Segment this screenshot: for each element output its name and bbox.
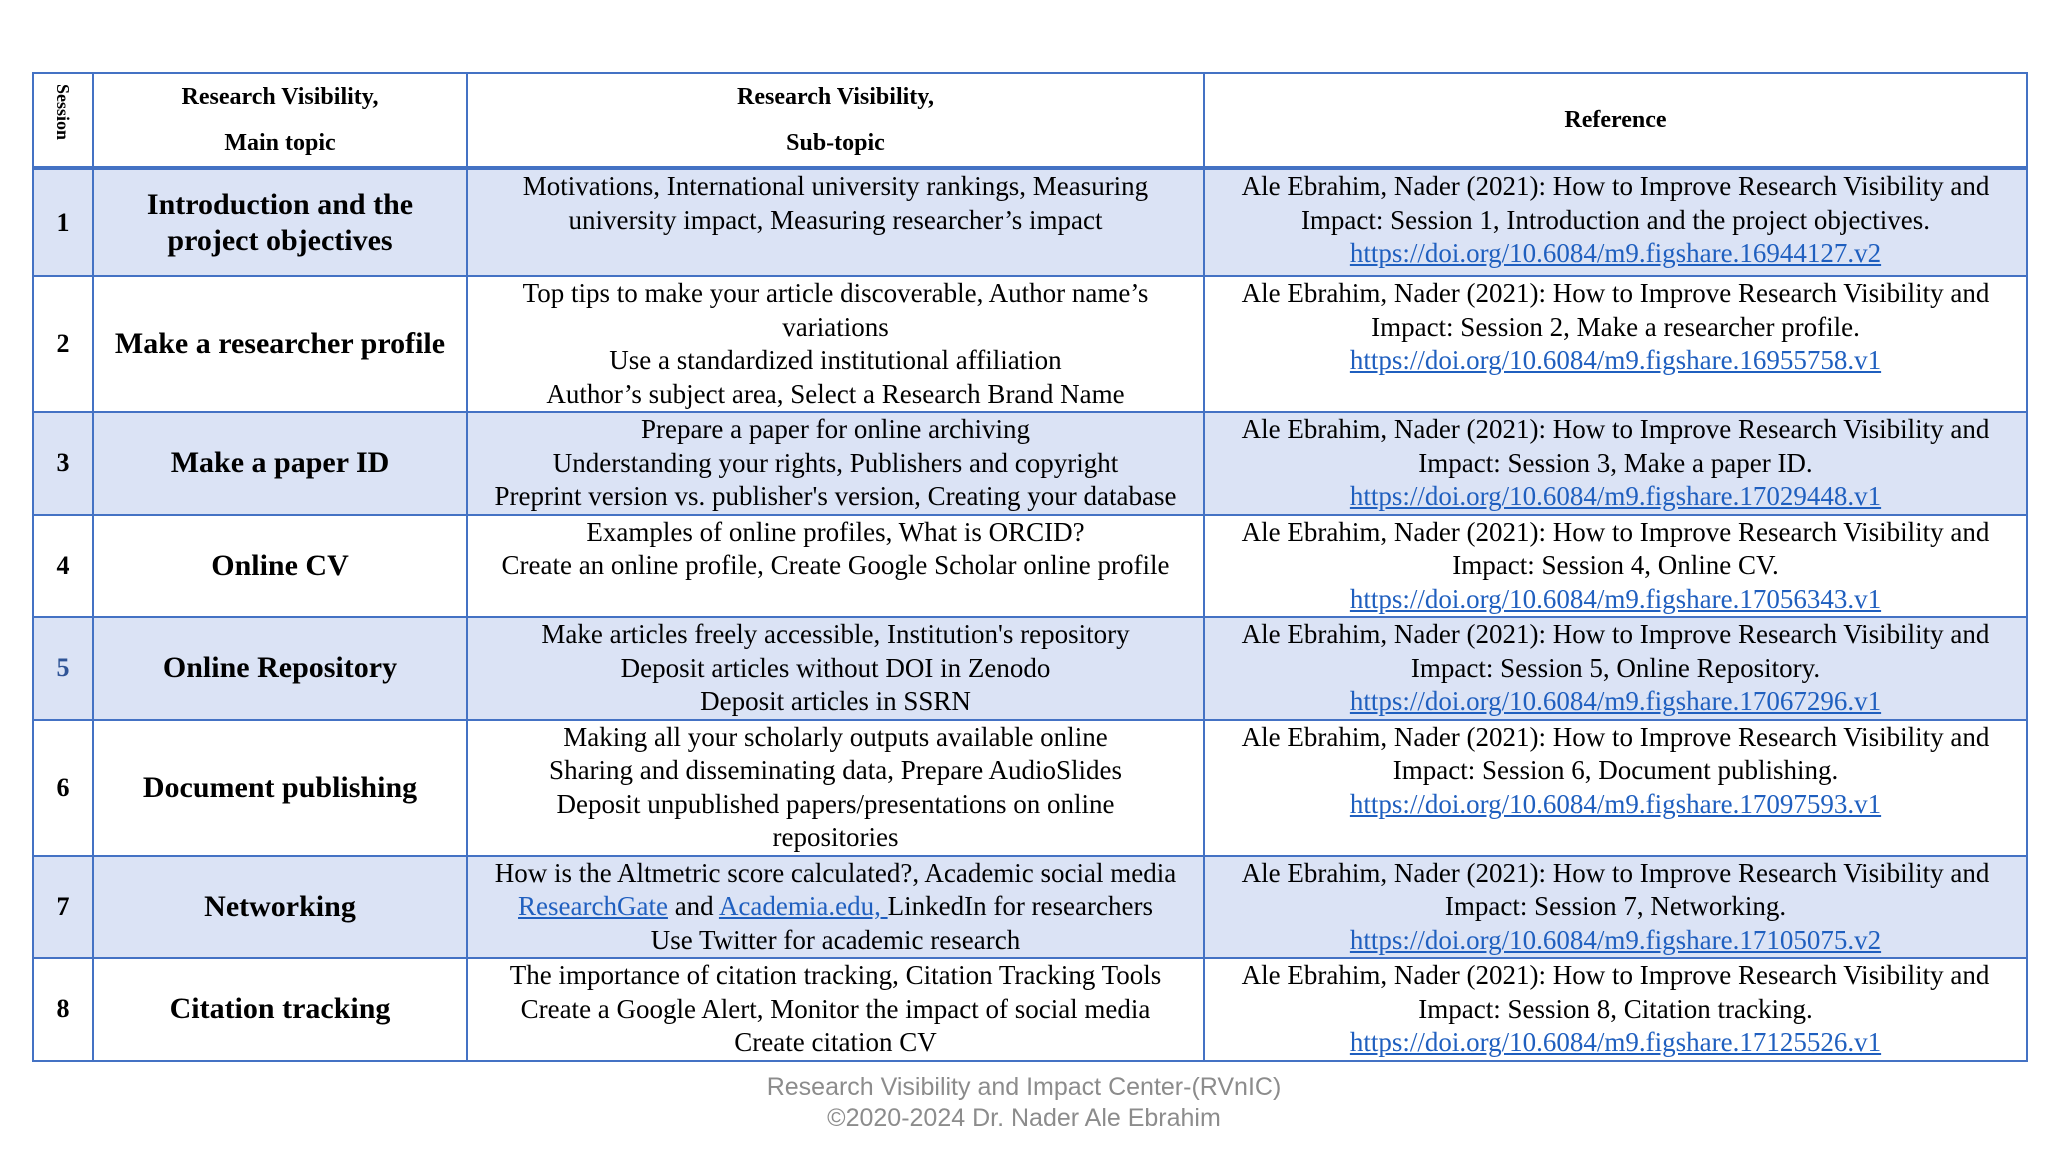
sub-topic-line: Use Twitter for academic research: [650, 924, 1021, 955]
table-row: [33, 168, 2027, 276]
header-sub-topic: [467, 73, 1204, 168]
header-sub-line2: Sub-topic: [786, 130, 885, 156]
reference-cell: [1204, 412, 2027, 515]
session-number: 2: [33, 276, 93, 412]
session-number: 7: [33, 856, 93, 959]
sub-topic-and: and: [667, 891, 719, 921]
reference-line: Impact: Session 7, Networking.: [1444, 891, 1787, 921]
sub-topic-line: Understanding your rights, Publishers and copyright: [552, 447, 1119, 478]
sub-topic-line: Create a Google Alert, Monitor the impact of social media: [520, 993, 1151, 1024]
main-topic-line: Online Repository: [162, 651, 398, 685]
sub-topic-line: Top tips to make your article discoverable, Author name’s: [522, 278, 1149, 308]
header-session: [33, 73, 93, 168]
table-row: [33, 617, 2027, 720]
reference-cell: [1204, 515, 2027, 618]
doi-link[interactable]: https://doi.org/10.6084/m9.figshare.16955758.v1: [1349, 345, 1882, 375]
reference-line: Ale Ebrahim, Nader (2021): How to Improve Research Visibility and: [1241, 721, 1990, 752]
reference-cell: [1204, 168, 2027, 276]
doi-link[interactable]: https://doi.org/10.6084/m9.figshare.16944127.v2: [1349, 238, 1882, 268]
sub-topic-line: Preprint version vs. publisher's version, Creating your database: [494, 481, 1177, 511]
reference-line: Impact: Session 8, Citation tracking.: [1418, 993, 1813, 1024]
reference-line: Ale Ebrahim, Nader (2021): How to Improve Research Visibility and: [1241, 960, 1990, 990]
session-number: 4: [33, 515, 93, 618]
header-sub-line1: Research Visibility,: [737, 84, 934, 110]
reference-cell: [1204, 276, 2027, 412]
table-row: [33, 515, 2027, 618]
table-row: [33, 856, 2027, 959]
reference-cell: [1204, 720, 2027, 856]
doi-link[interactable]: https://doi.org/10.6084/m9.figshare.17056343.v1: [1349, 583, 1882, 614]
main-topic-cell: [93, 515, 467, 618]
header-reference-label: Reference: [1564, 107, 1667, 133]
reference-line: Ale Ebrahim, Nader (2021): How to Improve Research Visibility and: [1241, 516, 1990, 547]
main-topic-line: Networking: [204, 889, 356, 923]
doi-link[interactable]: https://doi.org/10.6084/m9.figshare.17097593.v1: [1349, 788, 1882, 819]
reference-line: Ale Ebrahim, Nader (2021): How to Improve Research Visibility and: [1241, 278, 1990, 308]
main-topic-line: Citation tracking: [169, 992, 391, 1026]
reference-line: Ale Ebrahim, Nader (2021): How to Improve Research Visibility and: [1241, 414, 1990, 444]
sub-topic-line: Create citation CV: [734, 1027, 937, 1057]
sub-topic-cell: [467, 617, 1204, 720]
reference-line: Impact: Session 5, Online Repository.: [1410, 652, 1821, 683]
main-topic-line: Make a researcher profile: [114, 327, 446, 360]
sub-topic-cell: [467, 856, 1204, 959]
doi-link[interactable]: https://doi.org/10.6084/m9.figshare.17067296.v1: [1349, 686, 1882, 716]
sub-topic-line: Deposit articles without DOI in Zenodo: [620, 652, 1051, 683]
sub-topic-cell: [467, 412, 1204, 515]
session-number: 3: [33, 412, 93, 515]
sub-topic-cell: [467, 720, 1204, 856]
sub-topic-line: Prepare a paper for online archiving: [640, 414, 1031, 444]
footer-organization: Research Visibility and Impact Center-(RVnIC): [766, 1073, 1282, 1101]
table-row: [33, 412, 2027, 515]
sub-topic-line: Make articles freely accessible, Institution's repository: [541, 619, 1130, 649]
footer: [0, 1072, 2048, 1134]
researchgate-link[interactable]: ResearchGate: [518, 891, 668, 921]
sub-topic-line: Examples of online profiles, What is ORCID?: [586, 516, 1085, 547]
footer-copyright: ©2020-2024 Dr. Nader Ale Ebrahim: [827, 1104, 1221, 1132]
doi-link[interactable]: https://doi.org/10.6084/m9.figshare.17105075.v2: [1349, 924, 1882, 955]
sub-topic-line: Deposit articles in SSRN: [700, 686, 971, 716]
doi-link[interactable]: https://doi.org/10.6084/m9.figshare.17029448.v1: [1349, 481, 1882, 511]
main-topic-cell: [93, 958, 467, 1061]
table-row: [33, 958, 2027, 1061]
sub-topic-line: variations: [782, 311, 889, 342]
sub-topic-line-links: [472, 890, 1199, 924]
main-topic-line: Document publishing: [142, 770, 418, 804]
academia-link[interactable]: Academia.edu,: [718, 891, 888, 921]
sub-topic-line: Deposit unpublished papers/presentations on online: [556, 788, 1115, 819]
header-reference: [1204, 73, 2027, 168]
sub-topic-line: The importance of citation tracking, Citation Tracking Tools: [509, 960, 1162, 990]
sub-topic-line: Sharing and disseminating data, Prepare AudioSlides: [549, 755, 1122, 785]
session-number: 1: [33, 168, 93, 276]
main-topic-cell: [93, 412, 467, 515]
header-main-topic: [93, 73, 467, 168]
sub-topic-line: Create an online profile, Create Google Scholar online profile: [501, 550, 1170, 580]
sub-topic-cell: [467, 958, 1204, 1061]
sub-topic-line: How is the Altmetric score calculated?, Academic social media: [494, 857, 1177, 888]
main-topic-cell: [93, 276, 467, 412]
reference-line: Impact: Session 6, Document publishing.: [1392, 755, 1839, 785]
main-topic-cell: [93, 168, 467, 276]
sub-topic-cell: [467, 168, 1204, 276]
session-number: 5: [33, 617, 93, 720]
sub-topic-cell: [467, 515, 1204, 618]
main-topic-line: project objectives: [167, 223, 393, 257]
reference-line: Impact: Session 2, Make a researcher profile.: [1371, 311, 1860, 342]
main-topic-line: Online CV: [211, 548, 349, 582]
sub-topic-line: Making all your scholarly outputs available online: [563, 721, 1108, 752]
reference-cell: [1204, 958, 2027, 1061]
sub-topic-line: Use a standardized institutional affiliation: [609, 345, 1062, 375]
table-header-row: [33, 73, 2027, 168]
sub-topic-line: Motivations, International university rankings, Measuring: [522, 171, 1149, 201]
sessions-table: [32, 72, 2028, 1062]
sub-topic-cell: [467, 276, 1204, 412]
sub-topic-line: repositories: [772, 822, 899, 852]
session-number: 8: [33, 958, 93, 1061]
reference-line: Ale Ebrahim, Nader (2021): How to Improve Research Visibility and: [1241, 857, 1990, 888]
main-topic-cell: [93, 720, 467, 856]
header-session-label: Session: [53, 83, 73, 141]
table-row: [33, 276, 2027, 412]
header-main-line1: Research Visibility,: [181, 84, 379, 110]
header-main-line2: Main topic: [224, 130, 336, 156]
reference-line: Impact: Session 4, Online CV.: [1452, 550, 1779, 580]
reference-cell: [1204, 617, 2027, 720]
main-topic-line: Introduction and the: [146, 187, 414, 221]
main-topic-cell: [93, 856, 467, 959]
sessions-table-container: [32, 72, 2026, 1062]
sub-topic-tail: LinkedIn for researchers: [887, 891, 1153, 921]
reference-cell: [1204, 856, 2027, 959]
table-row: [33, 720, 2027, 856]
reference-line: Ale Ebrahim, Nader (2021): How to Improve Research Visibility and: [1241, 619, 1990, 649]
sub-topic-line: Author’s subject area, Select a Research Brand Name: [546, 378, 1125, 409]
reference-line: Ale Ebrahim, Nader (2021): How to Improve Research Visibility and: [1241, 171, 1990, 201]
sub-topic-line: university impact, Measuring researcher’s impact: [568, 204, 1103, 235]
reference-line: Impact: Session 1, Introduction and the project objectives.: [1300, 204, 1931, 235]
doi-link[interactable]: https://doi.org/10.6084/m9.figshare.17125526.v1: [1349, 1027, 1882, 1057]
session-number: 6: [33, 720, 93, 856]
main-topic-cell: [93, 617, 467, 720]
main-topic-line: Make a paper ID: [170, 446, 390, 480]
reference-line: Impact: Session 3, Make a paper ID.: [1418, 447, 1813, 478]
